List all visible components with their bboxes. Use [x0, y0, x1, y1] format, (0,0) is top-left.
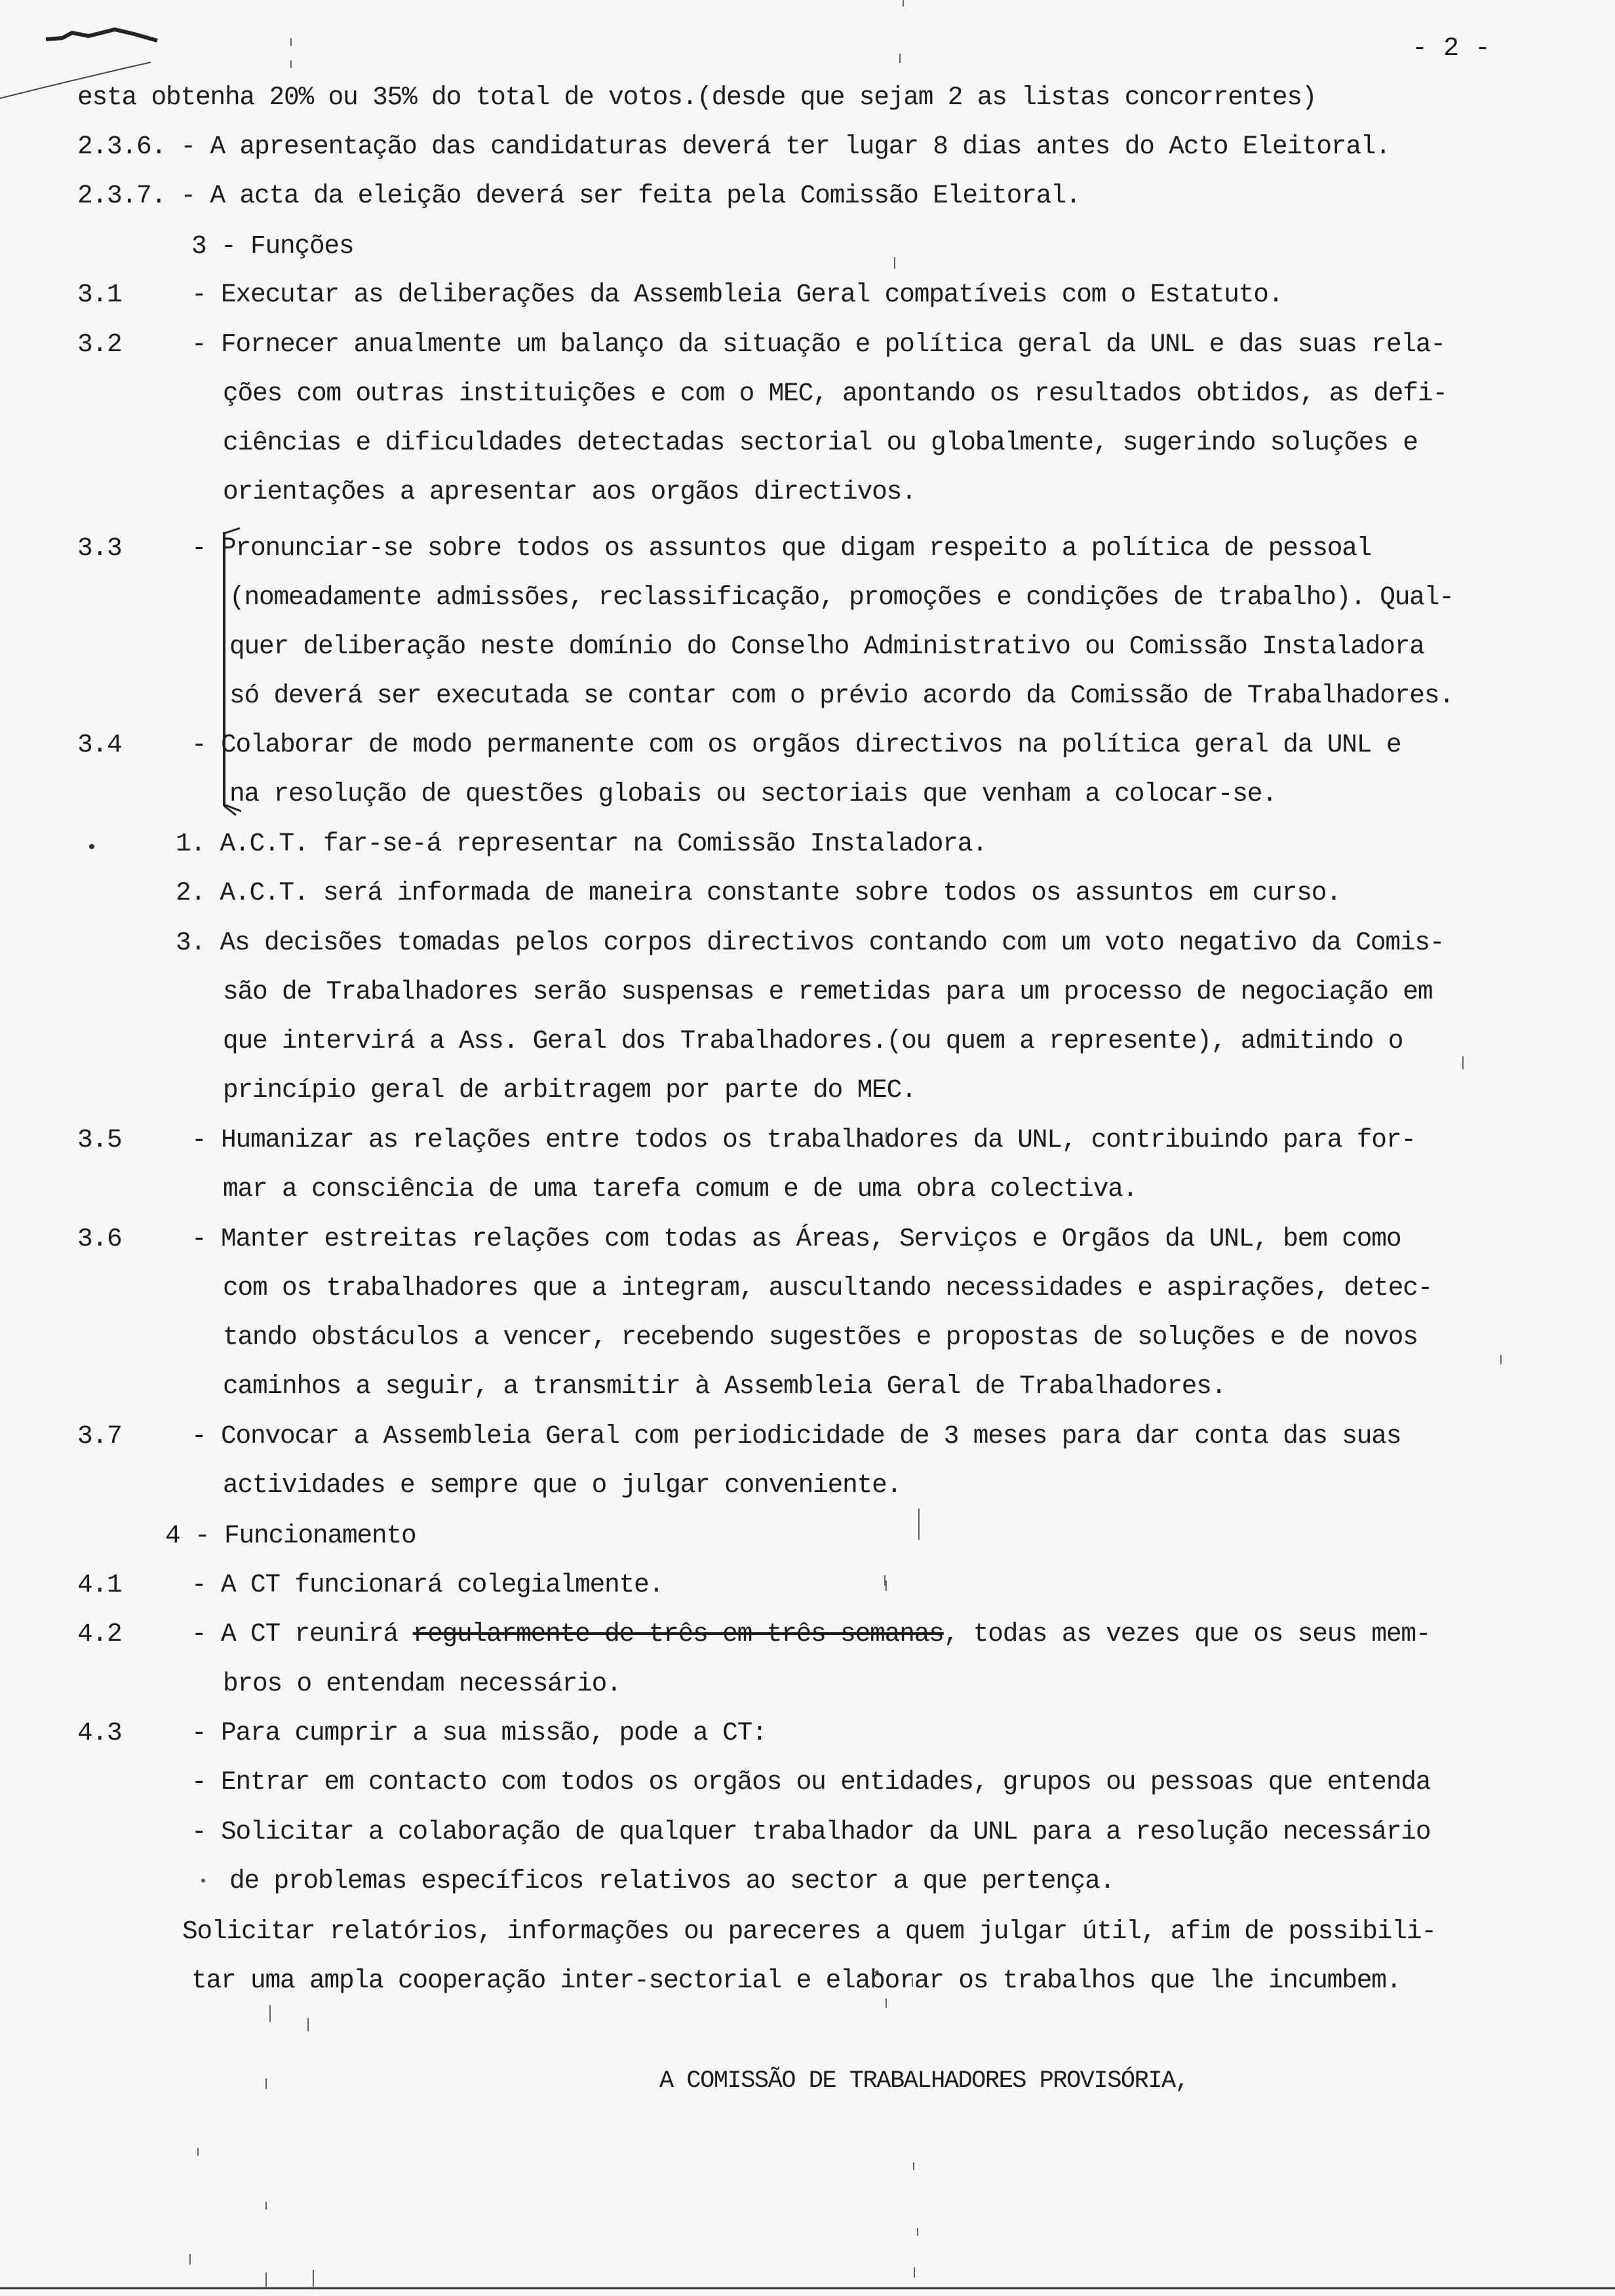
item-text: bros o entendam necessário. — [223, 1669, 621, 1698]
item-number: 3.1 — [77, 280, 122, 309]
item-text: (nomeadamente admissões, reclassificação, promoções e condições de trabalho). Qual- — [229, 583, 1454, 612]
sub-item: são de Trabalhadores serão suspensas e remetidas para um processo de negociação em — [223, 977, 1433, 1006]
item-number: 3.6 — [77, 1224, 122, 1253]
section-heading-funcoes: 3 - Funções — [191, 231, 354, 261]
item-text: - Executar as deliberações da Assembleia Geral compatíveis com o Estatuto. — [191, 280, 1283, 309]
item-text: - Solicitar a colaboração de qualquer trabalhador da UNL para a resolução necessário — [191, 1817, 1431, 1846]
sub-item: princípio geral de arbitragem por parte do MEC. — [223, 1075, 916, 1105]
item-text: - A CT reunirá regularmente de três em três semanas, todas as vezes que os seus mem- — [191, 1619, 1431, 1649]
item-text: na resolução de questões globais ou sectoriais que venham a colocar-se. — [229, 779, 1277, 809]
item-text: - Pronunciar-se sobre todos os assuntos que digam respeito a política de pessoal — [191, 533, 1372, 563]
page-number: - 2 - — [1411, 34, 1490, 64]
item-number: 3.3 — [77, 533, 122, 563]
item-text: caminhos a seguir, a transmitir à Assembleia Geral de Trabalhadores. — [223, 1371, 1226, 1401]
struck-text: regularmente de três em três semanas — [412, 1619, 944, 1649]
item-text: - Fornecer anualmente um balanço da situação e política geral da UNL e das suas rela- — [191, 330, 1445, 359]
line-3: 2.3.7. - A acta da eleição deverá ser feita pela Comissão Eleitoral. — [77, 181, 1081, 210]
item-text: - Convocar a Assembleia Geral com periodicidade de 3 meses para dar conta das suas — [191, 1421, 1401, 1451]
item-text: - Colaborar de modo permanente com os orgãos directivos na política geral da UNL e — [191, 730, 1401, 759]
item-text: tando obstáculos a vencer, recebendo sugestões e propostas de soluções e de novos — [223, 1322, 1418, 1352]
item-number: 3.4 — [77, 730, 122, 759]
item-text: - Entrar em contacto com todos os orgãos ou entidades, grupos ou pessoas que entenda — [191, 1767, 1431, 1797]
item-text: só deverá ser executada se contar com o prévio acordo da Comissão de Trabalhadores. — [229, 681, 1454, 710]
item-text: ciências e dificuldades detectadas sectorial ou globalmente, sugerindo soluções e — [223, 428, 1418, 457]
item-text: - Humanizar as relações entre todos os trabalhadores da UNL, contribuindo para for- — [191, 1125, 1416, 1155]
item-number: 3.2 — [77, 330, 122, 359]
item-text: de problemas específicos relativos ao sector a que pertença. — [229, 1866, 1115, 1896]
sub-item: 3. As decisões tomadas pelos corpos directivos contando com um voto negativo da Comis- — [176, 928, 1445, 957]
item-number: 3.5 — [77, 1125, 122, 1155]
sub-item: que intervirá a Ass. Geral dos Trabalhadores.(ou quem a represente), admitindo o — [223, 1026, 1403, 1056]
line-1: esta obtenha 20% ou 35% do total de votos.(desde que sejam 2 as listas concorrentes) — [77, 83, 1317, 112]
line-2: 2.3.6. - A apresentação das candidaturas deverá ter lugar 8 dias antes do Acto Eleitoral. — [77, 132, 1390, 161]
item-text: - Para cumprir a sua missão, pode a CT: — [191, 1718, 767, 1748]
item-text: actividades e sempre que o julgar conveniente. — [223, 1470, 902, 1500]
closing-paragraph: tar uma ampla cooperação inter-sectorial e elaborar os trabalhos que lhe incumbem. — [191, 1966, 1401, 1995]
signature: A COMISSÃO DE TRABALHADORES PROVISÓRIA, — [659, 2067, 1189, 2095]
sub-item: 1. A.C.T. far-se-á representar na Comissão Instaladora. — [176, 829, 987, 858]
section-heading-funcionamento: 4 - Funcionamento — [165, 1521, 416, 1550]
item-text: com os trabalhadores que a integram, auscultando necessidades e aspirações, detec- — [223, 1273, 1433, 1303]
closing-paragraph: Solicitar relatórios, informações ou pareceres a quem julgar útil, afim de possibili- — [182, 1917, 1436, 1946]
item-text: - Manter estreitas relações com todas as Áreas, Serviços e Orgãos da UNL, bem como — [191, 1224, 1401, 1253]
item-text: ções com outras instituições e com o MEC, apontando os resultados obtidos, as defi- — [223, 379, 1447, 408]
item-number: 4.3 — [77, 1718, 122, 1748]
item-number: 4.2 — [77, 1619, 122, 1649]
item-text: quer deliberação neste domínio do Conselho Administrativo ou Comissão Instaladora — [229, 632, 1424, 661]
sub-item: 2. A.C.T. será informada de maneira constante sobre todos os assuntos em curso. — [176, 878, 1341, 908]
item-text: - A CT funcionará colegialmente. — [191, 1570, 664, 1599]
item-text: orientações a apresentar aos orgãos directivos. — [223, 477, 916, 507]
item-number: 3.7 — [77, 1421, 122, 1451]
item-number: 4.1 — [77, 1570, 122, 1599]
item-text: mar a consciência de uma tarefa comum e de uma obra colectiva. — [223, 1174, 1138, 1204]
